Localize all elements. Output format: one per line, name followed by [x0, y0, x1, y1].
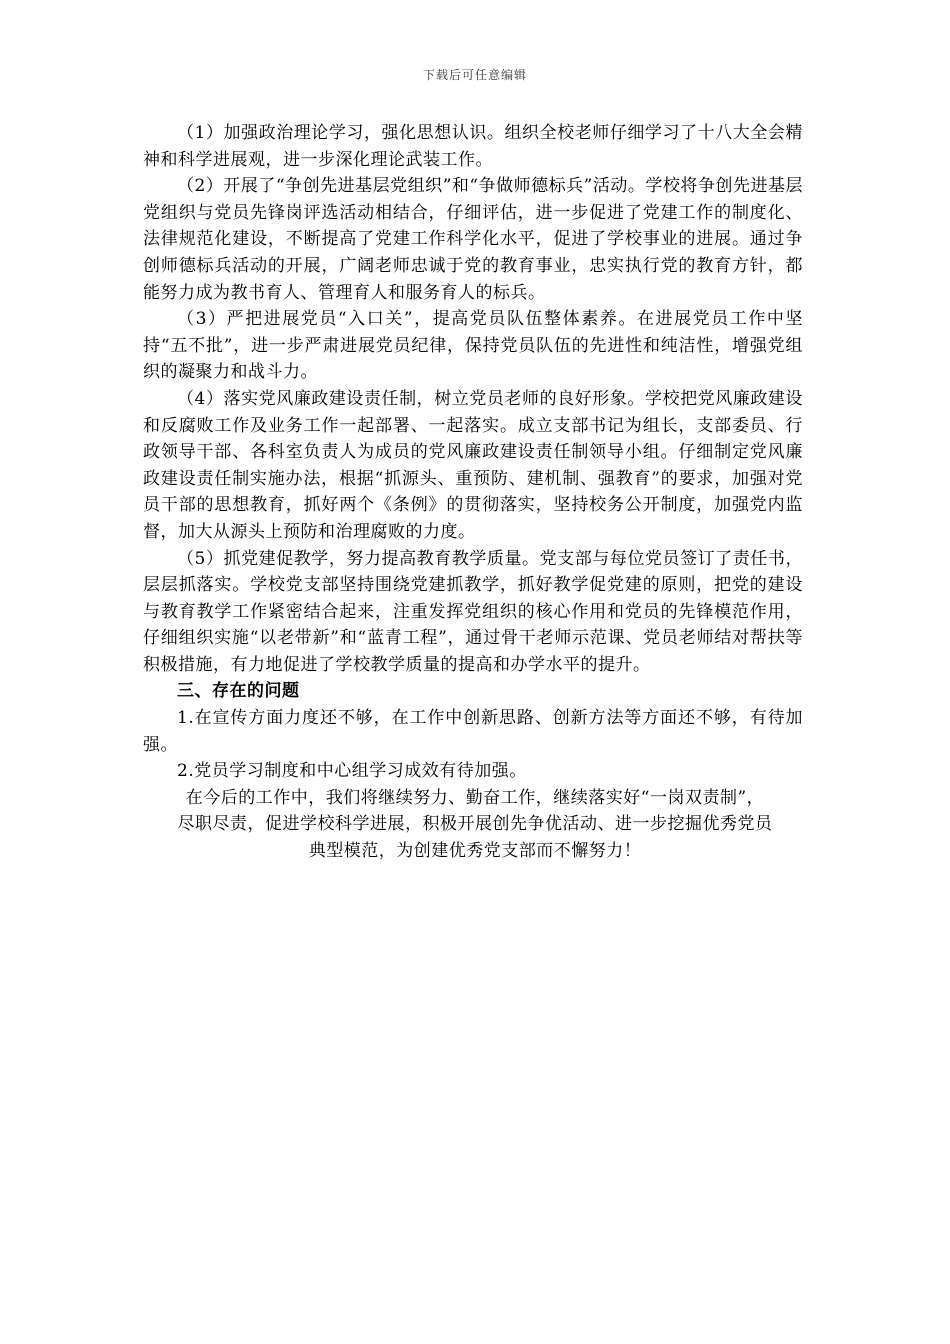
closing-line-2: 尽职尽责，促进学校科学进展，积极开展创先争优活动、进一步挖掘优秀党员 — [177, 814, 773, 835]
section-heading: 三、存在的问题 — [177, 681, 300, 702]
paragraph-4: （4）落实党风廉政建设责任制，树立党员老师的良好形象。学校把党风廉政建设和反腐败工作及业务工作一起部署、一起落实。成立支部书记为组长，支部委员、行政领导干部、各科室负责人为成员的党风廉政建设责任制领导小组。仔细制定党风廉政建设责任制实施办法，根据“抓源头、重预防、建机制、强教育”的要求，加强对党员干部的思想教育，抓好两个《条例》的贯彻落实，坚持校务公开制度，加强党内监督，加大从源头上预防和治理腐败的力度。 — [143, 388, 803, 542]
document-body — [143, 120, 803, 865]
problem-item-2: 2.党员学习制度和中心组学习成效有待加强。 — [177, 761, 527, 782]
closing-line-1: 在今后的工作中，我们将继续努力、勤奋工作，继续落实好“一岗双责制”， — [185, 787, 765, 808]
paragraph-5: （5）抓党建促教学，努力提高教育教学质量。党支部与每位党员签订了责任书，层层抓落实。学校党支部坚持围绕党建抓教学，抓好教学促党建的原则，把党的建设与教育教学工作紧密结合起来，注重发挥党组织的核心作用和党员的先锋模范作用，仔细组织实施“以老带新”和“蓝青工程”，通过骨干老师示范课、党员老师结对帮扶等积极措施，有力地促进了学校教学质量的提高和办学水平的提升。 — [143, 548, 803, 675]
problem-item-1: 1.在宣传方面力度还不够，在工作中创新思路、创新方法等方面还不够，有待加强。 — [143, 708, 803, 755]
paragraph-3: （3）严把进展党员“入口关”，提高党员队伍整体素养。在进展党员工作中坚持“五不批”，进一步严肃进展党员纪律，保持党员队伍的先进性和纯洁性，增强党组织的凝聚力和战斗力。 — [143, 309, 803, 383]
paragraph-1: （1）加强政治理论学习，强化思想认识。组织全校老师仔细学习了十八大全会精神和科学进展观，进一步深化理论武装工作。 — [143, 123, 803, 170]
header-note: 下载后可任意编辑 — [422, 68, 527, 82]
paragraph-2: （2）开展了“争创先进基层党组织”和“争做师德标兵”活动。学校将争创先进基层党组织与党员先锋岗评选活动相结合，仔细评估，进一步促进了党建工作的制度化、法律规范化建设，不断提高了党建工作科学化水平，促进了学校事业的进展。通过争创师德标兵活动的开展，广阔老师忠诚于党的教育事业，忠实执行党的教育方针，都能努力成为教书育人、管理育人和服务育人的标兵。 — [143, 176, 803, 303]
closing-line-3: 典型模范，为创建优秀党支部而不懈努力！ — [308, 841, 642, 862]
